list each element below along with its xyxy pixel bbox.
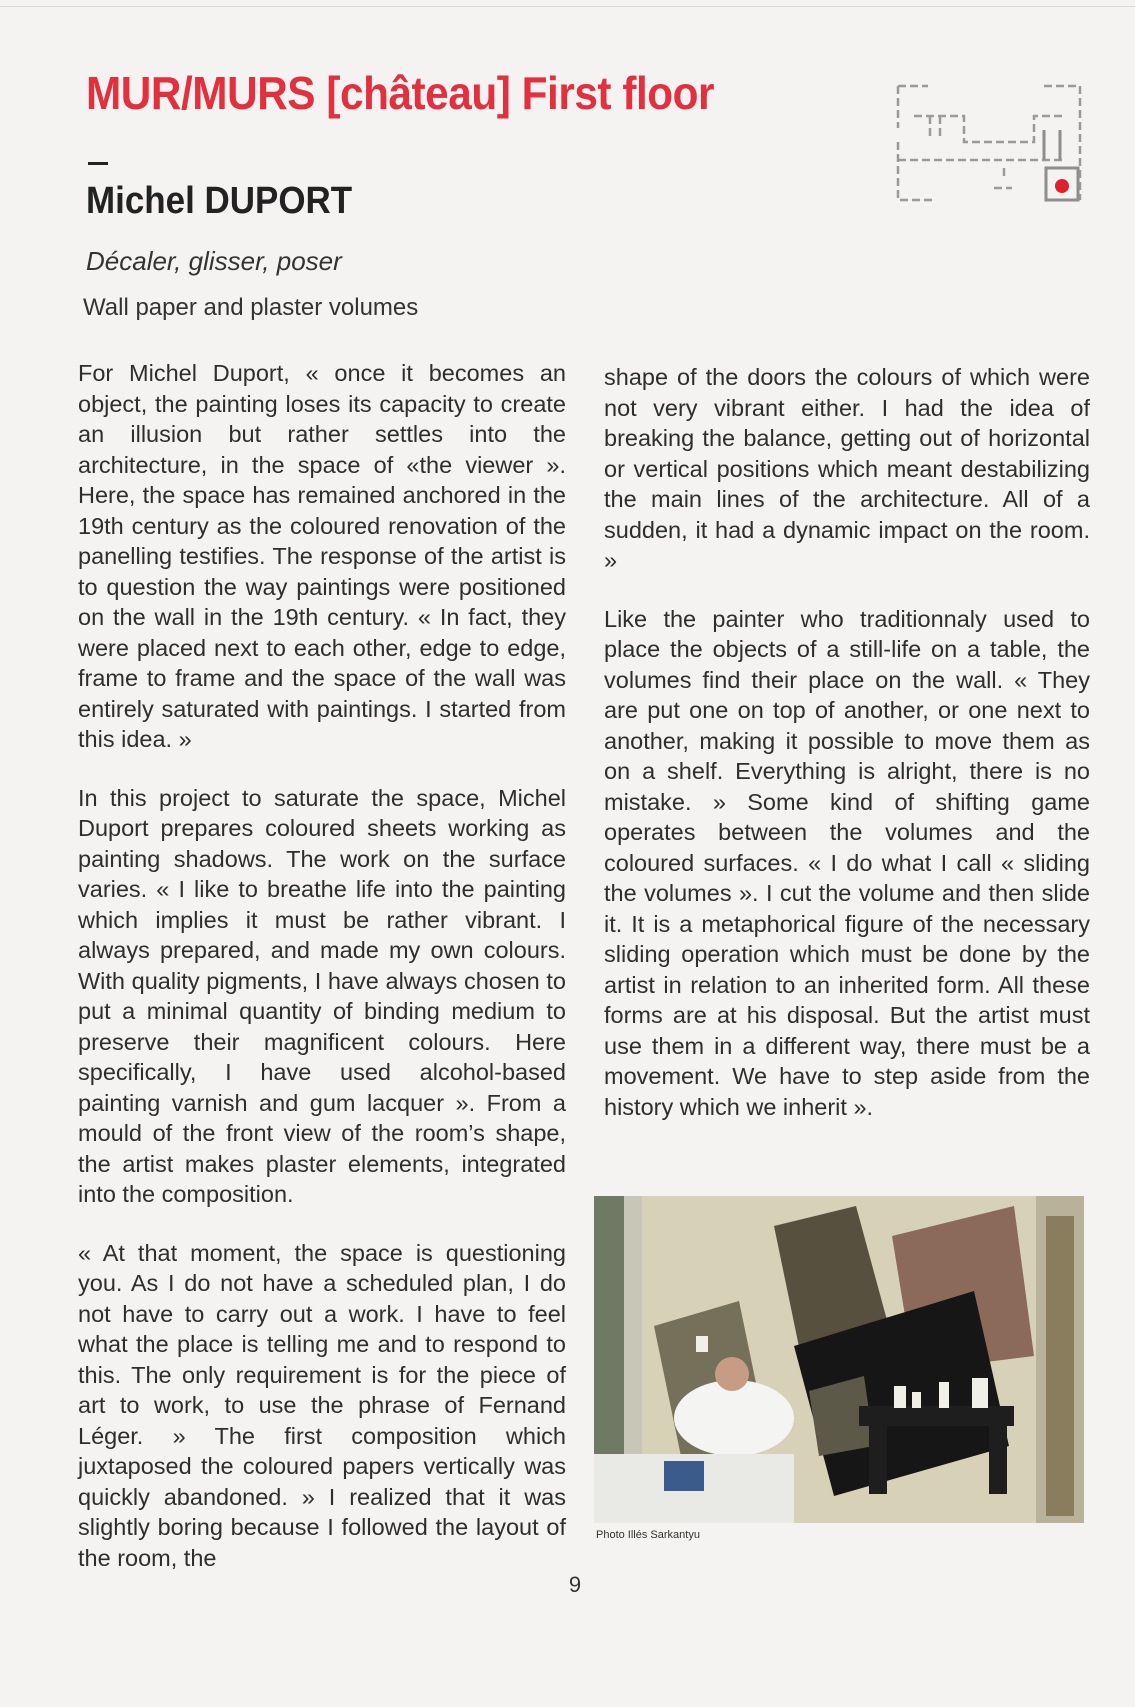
work-medium: Wall paper and plaster volumes [83,294,419,321]
floor-plan-icon [894,80,1084,206]
paragraph: Like the painter who traditionnaly used to place the objects of a still-life on a table, the volumes find their place on the wall. « They are put one on top of another, or one next to another, making it possible to move them as on a shelf. Everything is alright, there is no mistake. » Some kind of shifting game operates between the volumes and the coloured surfaces. « I do what I call « sliding the volumes ». I cut the volume and then slide it. It is a metaphorical figure of the necessary sliding operation which must be done by the artist in relation to an inherited form. All these forms are at his disposal. But the artist must use them in a different way, there must be a movement. We have to step aside from the history which we inherit ». [604,605,1090,1120]
work-title: Décaler, glisser, poser [86,246,342,276]
paragraph: In this project to saturate the space, Michel Duport prepares coloured sheets working as painting shadows. The work on the surface varies. « I like to breathe life into the painting which implies it must be rather vibrant. I always prepared, and made my own colours. With quality pigments, I have always chosen to put a minimal quantity of binding medium to preserve their magnificent colours. Here specifically, I have used alcohol-based painting varnish and gum lacquer ». From a mould of the front view of the room’s shape, the artist makes plaster elements, integrated into the composition. [78,784,566,1207]
paragraph: shape of the doors the colours of which were not very vibrant either. I had the idea of breaking the balance, getting out of horizontal or vertical positions which meant destabilizing the main lines of the architecture. All of a sudden, it had a dynamic impact on the room. » [604,364,1090,573]
photo-illustration [594,1196,1084,1523]
photo-caption: Photo Illés Sarkantyu [596,1529,700,1541]
artwork-photo [594,1196,1084,1523]
paragraph: « At that moment, the space is questioning you. As I do not have a scheduled plan, I do not have to carry out a work. I have to feel what the place is telling me and to respond to this. The only requirement is for the piece of art to work, to use the phrase of Fernand Léger. » The first composition which juxtaposed the coloured papers vertically was quickly abandoned. » I realized that it was slightly boring because I followed the layout of the room, the [78,1239,566,1571]
artist-name: Michel DUPORT [86,180,353,222]
page-title: MUR/MURS [château] First floor [86,67,715,119]
top-edge-line [0,6,1135,7]
title-dash [88,162,108,165]
paragraph: For Michel Duport, « once it becomes an object, the painting loses its capacity to create an illusion but rather settles into the architecture, in the space of «the viewer ». Here, the space has remained anchored in the 19th century as the coloured renovation of the panelling testifies. The response of the artist is to question the way paintings were positioned on the wall in the 19th century. « In fact, they were placed next to each other, edge to edge, frame to frame and the space of the wall was entirely saturated with paintings. I started from this idea. » [78,360,566,752]
location-marker-icon [1055,179,1069,193]
text-column-right [604,362,1090,1150]
text-column-left [78,358,566,1601]
page-number: 9 [568,1572,582,1597]
